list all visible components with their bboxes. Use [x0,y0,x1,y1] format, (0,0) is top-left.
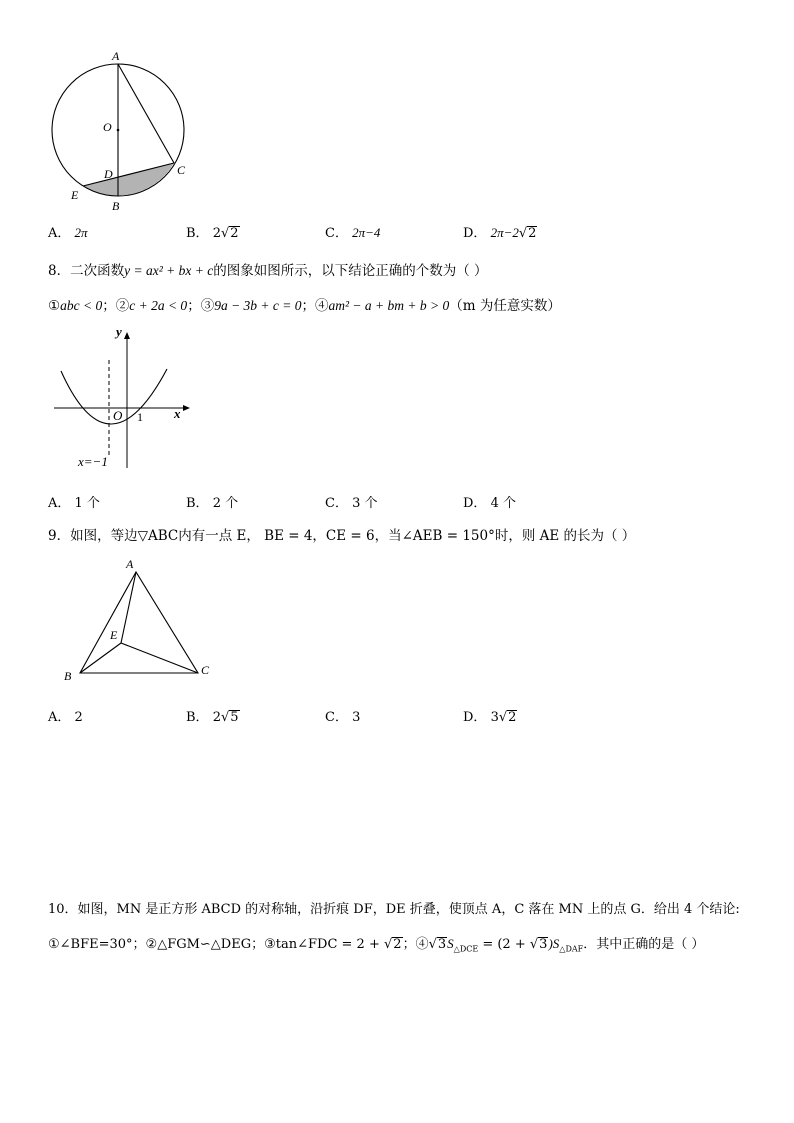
option-label: D． [463,496,487,511]
q7-option-b: B． 2√2 [186,226,239,241]
q8-stem [48,259,488,279]
q8-stem-prefix: 8．二次函数 [48,263,125,279]
option-label: D． [463,710,487,725]
conclusion-radicand: 3 [539,937,548,952]
q7-option-d: D． 2π−2√2 [463,225,537,241]
conclusion-text: )S [548,936,560,951]
q8-option-b [186,492,238,511]
q9-segment-ae [121,572,136,643]
q7-circle-figure [40,48,200,218]
q10-conclusion-1: ①∠BFE=30°； [48,937,146,952]
option-coefficient: 3 [490,710,499,725]
q9-option-c [325,706,360,725]
condition-expression: am² − a + bm + b > 0 [328,298,450,313]
conclusion-subscript: △DAF [559,944,584,954]
q7-label-b: B [112,199,120,213]
condition-number: ① [48,298,61,314]
q8-parabola-graph [50,322,200,472]
q7-label-o: O [103,120,112,134]
q9-option-b: B． 2√5 [186,710,239,725]
option-label: C． [325,226,348,241]
option-value: 2π−4 [352,225,381,240]
q7-label-c: C [177,163,186,177]
q8-conditions [48,294,561,314]
q10-conclusion-3: ③tan∠FDC = 2 + √2； [264,937,416,952]
option-value: 2 个 [212,496,239,511]
option-coefficient: 2 [212,226,221,241]
conclusion-radicand: 2 [393,937,402,952]
q9-label-e: E [110,628,118,642]
q9-label-c: C [201,663,210,677]
conclusion-subscript: △DCE [453,944,479,954]
option-label: B． [186,496,209,511]
q7-label-a: A [112,49,120,63]
option-radicand: 2 [528,226,537,241]
condition-expression: 9a − 3b + c = 0 [214,298,302,313]
q10-conclusions [48,933,704,954]
conclusion-text: ．其中正确的是（ ） [583,937,705,952]
q9-option-d: D． 3√2 [463,710,517,725]
q8-label-y: y [116,324,122,339]
q7-label-d: D [104,167,113,181]
option-label: B． [186,710,209,725]
option-coefficient: 2π−2 [490,225,519,240]
q7-chord-ac [118,64,174,163]
option-label: C． [325,496,348,511]
q8-label-one: 1 [137,410,143,424]
conclusion-radicand: 3 [437,937,447,952]
q8-option-d [463,492,516,511]
q9-segment-be [80,643,121,673]
q10-stem: 10．如图，MN 是正方形 ABCD 的对称轴，沿折痕 DF，DE 折叠，使顶点 A，C 落在 MN 上的点 G．给出 4 个结论: [48,902,740,917]
q7-center-dot [117,129,120,132]
q9-stem: 9．如图，等边▽ABC内有一点 E， BE = 4，CE = 6，当∠AEB = 150°时，则 AE 的长为（ ） [48,528,636,544]
option-value: 2π [74,225,88,240]
condition-separator: ； [187,298,201,314]
q7-option-a [48,222,88,241]
option-value: 4 个 [490,496,516,511]
option-label: B． [186,226,209,241]
option-coefficient: 2 [212,710,221,725]
condition-expression: abc < 0 [60,298,103,313]
condition-separator: ； [301,298,316,314]
q7-label-e: E [71,188,79,202]
conclusion-text: ③tan∠FDC = 2 + [264,937,384,952]
option-value: 1 个 [74,496,100,511]
option-radicand: 2 [508,710,517,725]
condition-number: ② [115,298,130,314]
option-value: 3 个 [352,496,378,511]
option-value: 2 [74,710,83,725]
q7-option-c [325,222,380,241]
option-label: A． [48,710,71,725]
option-value: 3 [352,710,361,725]
option-label: A． [48,496,71,511]
conclusion-text: = (2 + [478,937,530,952]
option-label: A． [48,226,71,241]
condition-number: ④ [315,298,329,314]
condition-number: ③ [200,298,215,314]
option-label: D． [463,226,487,241]
q9-triangle-figure [58,552,218,687]
condition-expression: c + 2a < 0 [129,298,188,313]
q10-conclusion-2: ②△FGM∽△DEG； [145,937,265,952]
option-label: C． [325,710,348,725]
q9-segment-ce [121,643,198,673]
condition-note: （m 为任意实数） [449,298,561,314]
q8-label-x: x [174,406,181,421]
conclusion-number: ④ [415,937,429,952]
q8-y-axis-arrow [124,332,130,339]
q8-option-c [325,492,378,511]
q9-label-b: B [64,669,72,683]
q10-conclusion-4: $④√3S_{\triangle DCE} = (2 + √3)S_{\triangle DAF}$．其中正确的是（ ） [415,936,705,954]
q9-option-a [48,706,83,725]
q8-stem-suffix: 的图象如图所示，以下结论正确的个数为（ ） [213,263,488,279]
q7-shaded-region [83,163,174,196]
conclusion-separator: ； [402,937,416,952]
option-radicand: 5 [230,710,239,725]
q9-label-a: A [126,557,134,571]
option-radicand: 2 [230,226,239,241]
q8-label-symmetry-axis: x=−1 [78,454,108,469]
q9-triangle-abc [80,572,198,673]
q8-option-a [48,492,100,511]
conclusion-area-symbol: S [447,936,454,951]
q8-x-axis-arrow [183,405,190,411]
q8-label-origin: O [113,408,123,423]
q8-stem-formula: y = ax² + bx + c [124,263,214,278]
condition-separator: ； [102,298,116,314]
